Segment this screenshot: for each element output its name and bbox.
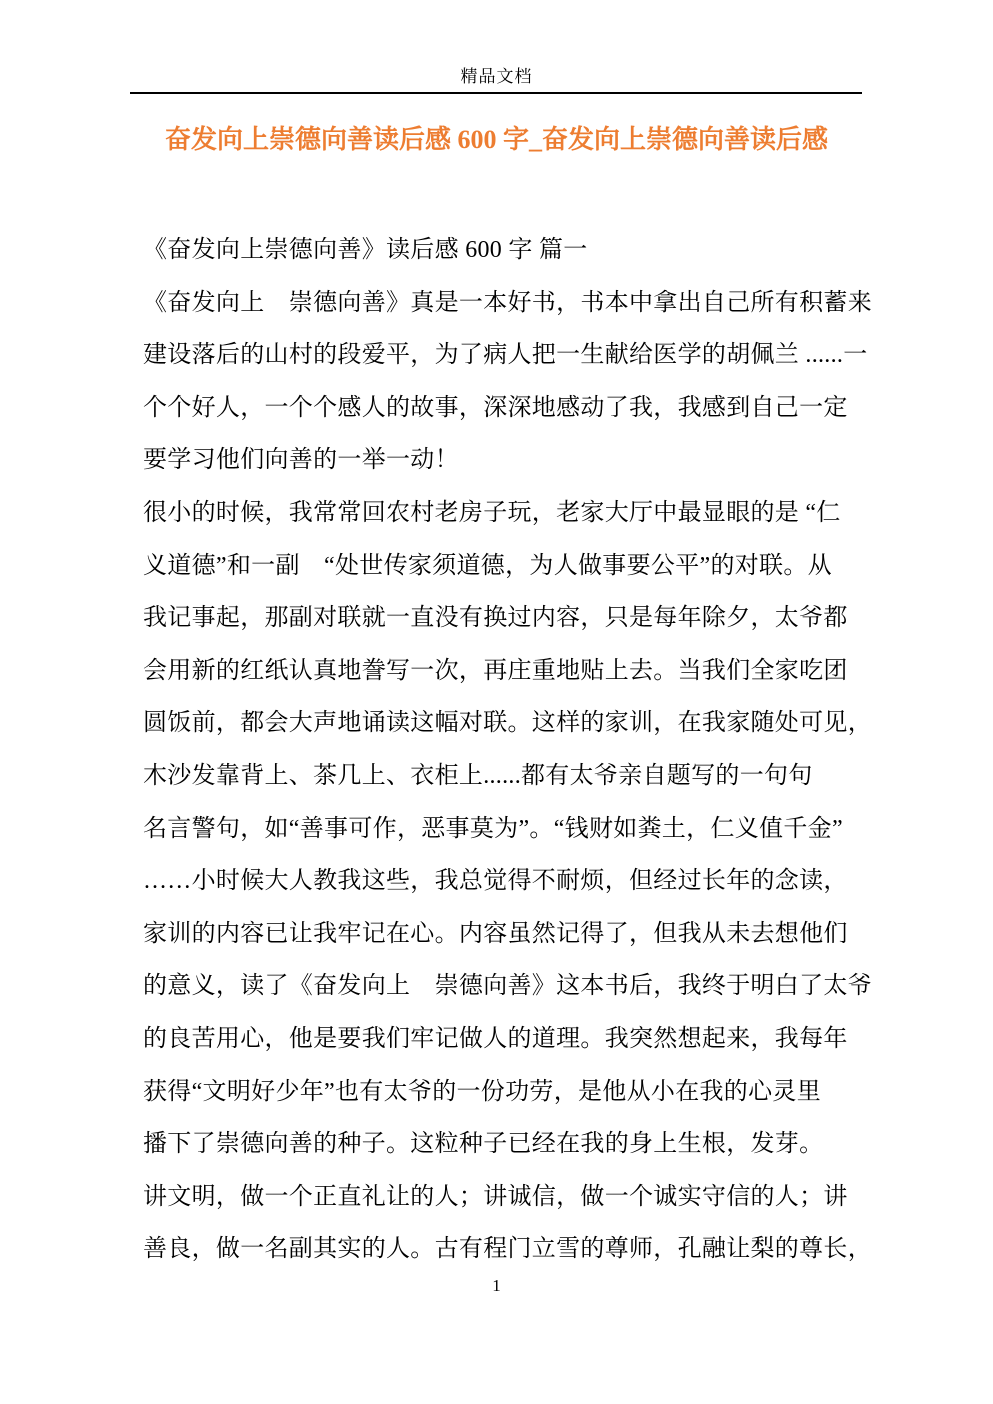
body-line: 义道德”和一副 “处世传家须道德，为人做事要公平”的对联。从 [143, 552, 832, 579]
body-line: 善良，做一名副其实的人。古有程门立雪的尊师，孔融让梨的尊长， [143, 1236, 872, 1263]
document-title: 奋发向上崇德向善读后感 600 字_奋发向上崇德向善读后感 [164, 125, 828, 154]
header-watermark: 精品文档 [460, 67, 533, 86]
body-line: 讲文明，做一个正直礼让的人；讲诚信，做一个诚实守信的人；讲 [143, 1183, 848, 1210]
body-line: 的良苦用心，他是要我们牢记做人的道理。我突然想起来，我每年 [143, 1025, 848, 1052]
body-line: 我记事起，那副对联就一直没有换过内容，只是每年除夕，太爷都 [143, 605, 848, 632]
page-footer [0, 1276, 993, 1296]
body-line: 《奋发向上崇德向善》读后感 600 字 篇一 [143, 237, 588, 263]
document-body [143, 224, 872, 1276]
body-line: 会用新的红纸认真地誊写一次，再庄重地贴上去。当我们全家吃团 [143, 657, 848, 684]
body-line: 名言警句，如“善事可作，恶事莫为”。“钱财如粪土，仁义值千金” [143, 815, 843, 842]
body-line: 个个好人，一个个感人的故事，深深地感动了我，我感到自己一定 [143, 394, 848, 421]
page-number: 1 [492, 1276, 501, 1295]
body-line: ……小时候大人教我这些，我总觉得不耐烦，但经过长年的念读， [143, 868, 848, 895]
body-line: 《奋发向上 崇德向善》真是一本好书，书本中拿出自己所有积蓄来 [143, 289, 872, 316]
body-line: 很小的时候，我常常回农村老房子玩，老家大厅中最显眼的是 “仁 [143, 499, 841, 526]
body-line: 建设落后的山村的段爱平，为了病人把一生献给医学的胡佩兰 ......一 [143, 342, 868, 369]
body-line: 家训的内容已让我牢记在心。内容虽然记得了，但我从未去想他们 [143, 920, 848, 947]
header-rule-divider [130, 92, 862, 94]
body-line: 的意义，读了《奋发向上 崇德向善》这本书后，我终于明白了太爷 [143, 973, 872, 1000]
body-line: 木沙发靠背上、茶几上、衣柜上......都有太爷亲自题写的一句句 [143, 762, 813, 789]
body-line: 圆饭前，都会大声地诵读这幅对联。这样的家训，在我家随处可见， [143, 710, 872, 737]
body-line: 获得“文明好少年”也有太爷的一份功劳，是他从小在我的心灵里 [143, 1078, 822, 1105]
body-line: 要学习他们向善的一举一动！ [143, 447, 459, 474]
body-line: 播下了崇德向善的种子。这粒种子已经在我的身上生根，发芽。 [143, 1131, 824, 1158]
